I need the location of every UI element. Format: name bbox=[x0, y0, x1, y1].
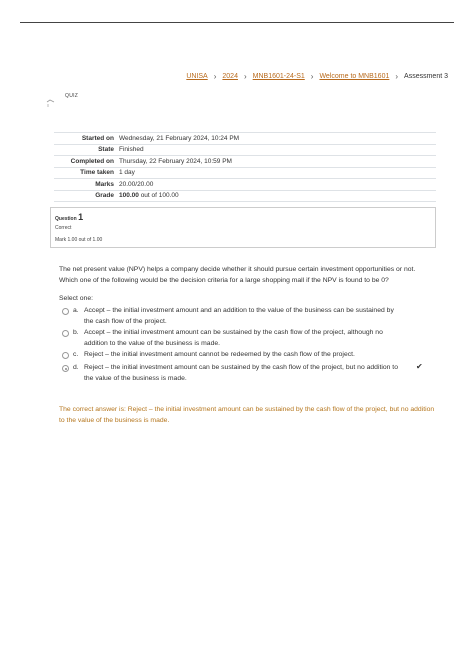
summary-key: Completed on bbox=[54, 156, 119, 168]
breadcrumb-link-section[interactable]: Welcome to MNB1601 bbox=[319, 73, 390, 80]
summary-key: Marks bbox=[54, 179, 119, 191]
question-number-value: 1 bbox=[78, 212, 84, 222]
option-letter: a. bbox=[73, 307, 79, 314]
summary-row bbox=[54, 133, 436, 145]
question-label: Question bbox=[55, 216, 77, 222]
summary-value: Finished bbox=[119, 144, 436, 156]
select-one-label: Select one: bbox=[59, 295, 94, 302]
question-mark: Mark 1.00 out of 1.00 bbox=[55, 237, 103, 243]
chevron-right-icon: › bbox=[213, 72, 217, 81]
checkmark-icon: ✔ bbox=[416, 362, 423, 371]
correct-answer-feedback: The correct answer is: Reject – the initial investment amount can be sustained by the cash flow of the project, but no addition to the value of the business is made. bbox=[59, 406, 435, 424]
chevron-right-icon: › bbox=[395, 72, 399, 81]
option-letter: b. bbox=[73, 329, 79, 336]
option-letter: d. bbox=[73, 364, 79, 371]
option-text: Reject – the initial investment amount cannot be redeemed by the cash flow of the project. bbox=[84, 351, 355, 358]
summary-key: Grade bbox=[54, 190, 119, 202]
radio-button[interactable] bbox=[62, 308, 69, 315]
option-text: Accept – the initial investment amount can be sustained by the cash flow of the project, although no addition to the value of the business is made. bbox=[84, 329, 383, 347]
radio-button[interactable] bbox=[62, 352, 69, 359]
summary-value: Wednesday, 21 February 2024, 10:24 PM bbox=[119, 133, 436, 145]
breadcrumb-link-year[interactable]: 2024 bbox=[222, 73, 238, 80]
breadcrumb-link-course[interactable]: MNB1601-24-S1 bbox=[252, 73, 305, 80]
grade-out-of: out of 100.00 bbox=[138, 192, 179, 200]
breadcrumb-link-unisa[interactable]: UNISA bbox=[186, 73, 208, 80]
quiz-icon bbox=[46, 99, 56, 108]
question-state: Correct bbox=[55, 225, 72, 231]
summary-key: State bbox=[54, 144, 119, 156]
question-number bbox=[55, 212, 83, 222]
grade-value bbox=[119, 190, 436, 202]
summary-value: 20.00/20.00 bbox=[119, 179, 436, 191]
breadcrumb-current: Assessment 3 bbox=[404, 73, 448, 80]
summary-row bbox=[54, 156, 436, 168]
summary-value: 1 day bbox=[119, 167, 436, 179]
module-type-label: QUIZ bbox=[65, 93, 79, 99]
summary-row bbox=[54, 167, 436, 179]
top-rule bbox=[20, 22, 454, 23]
summary-row-grade bbox=[54, 190, 436, 202]
chevron-right-icon: › bbox=[243, 72, 247, 81]
summary-row bbox=[54, 179, 436, 191]
summary-row bbox=[54, 144, 436, 156]
summary-key: Started on bbox=[54, 133, 119, 145]
option-text: Accept – the initial investment amount and an addition to the value of the business can be sustained by the cash flow of the project. bbox=[84, 307, 394, 325]
radio-button[interactable] bbox=[62, 330, 69, 337]
option-text: Reject – the initial investment amount can be sustained by the cash flow of the project, but no addition to the value of the business is made. bbox=[84, 364, 398, 382]
summary-key: Time taken bbox=[54, 167, 119, 179]
summary-value: Thursday, 22 February 2024, 10:59 PM bbox=[119, 156, 436, 168]
grade-score: 100.00 bbox=[119, 192, 139, 200]
chevron-right-icon: › bbox=[310, 72, 314, 81]
question-info-box bbox=[50, 207, 436, 248]
breadcrumb bbox=[186, 72, 448, 81]
radio-button-selected[interactable] bbox=[62, 365, 69, 372]
option-letter: c. bbox=[73, 351, 79, 358]
attempt-summary-table bbox=[54, 132, 436, 202]
question-text: The net present value (NPV) helps a company decide whether it should pursue certain investment opportunities or not. Which one of the following would be the decision criteria for a large shopping mall if the NPV is found to be 0? bbox=[59, 266, 416, 284]
